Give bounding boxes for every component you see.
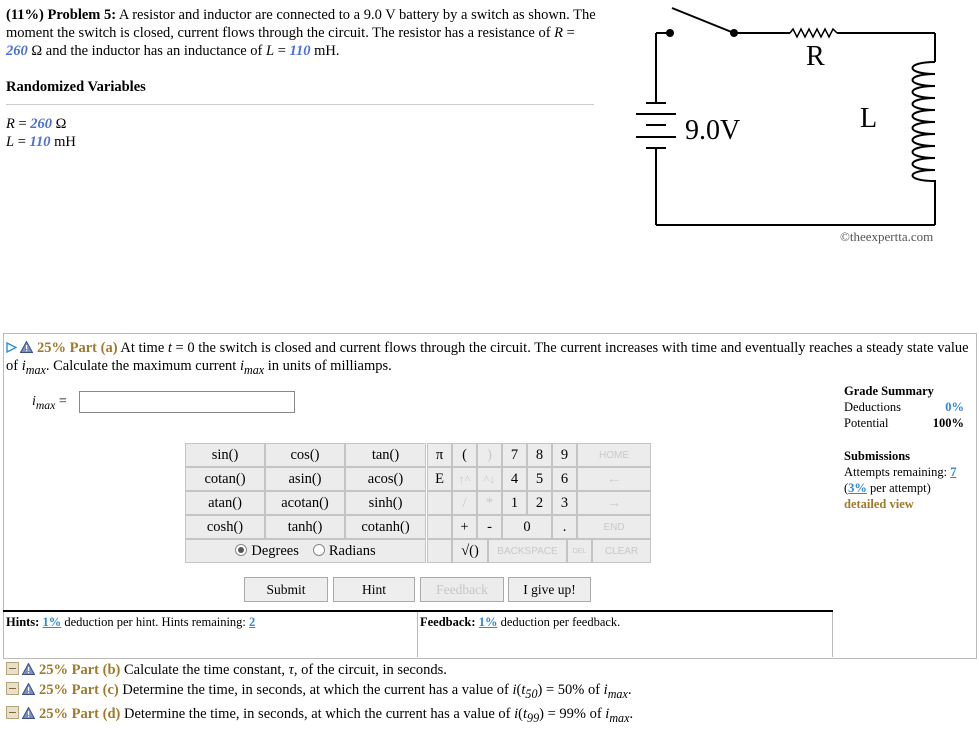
paren: (: [844, 481, 849, 495]
calc-home-button[interactable]: HOME: [577, 443, 651, 467]
part-a-label: 25% Part (a): [37, 340, 118, 356]
calc-plus-button[interactable]: +: [452, 515, 477, 539]
answer-label: [32, 394, 67, 412]
var-tau: τ: [288, 662, 294, 678]
part-d-text: = 99% of: [543, 706, 606, 722]
divider: [3, 610, 833, 612]
inductor-label: L: [860, 103, 878, 134]
switch-contact-left: [666, 29, 674, 37]
var-i: i: [512, 682, 517, 698]
spacer: [844, 431, 964, 448]
R-unit-text: Ω and the inductor has an inductance of: [27, 43, 267, 59]
rv-R: R = 260 Ω: [6, 116, 67, 132]
rv-L: L = 110 mH: [6, 134, 76, 150]
hints-remaining: 2: [249, 615, 256, 629]
calc-tan-button[interactable]: tan(): [345, 443, 426, 467]
play-icon[interactable]: [6, 342, 17, 353]
equals: =: [274, 43, 290, 59]
calc-lparen-button[interactable]: (: [452, 443, 477, 467]
calc-dot-button[interactable]: .: [552, 515, 577, 539]
degrees-radio[interactable]: [235, 544, 247, 556]
radians-radio[interactable]: [313, 544, 325, 556]
hints-pct: 1%: [42, 615, 62, 629]
calc-blank-button: [427, 539, 452, 563]
degrees-label: Degrees: [251, 542, 299, 559]
calc-acotan-button[interactable]: acotan(): [265, 491, 345, 515]
calc-blank-button: [427, 515, 452, 539]
per-attempt-label: per attempt): [866, 481, 931, 495]
battery-label: 9.0V: [685, 115, 741, 146]
R-value: 260: [30, 116, 53, 132]
part-b-text: , of the circuit, in seconds.: [293, 662, 447, 678]
calc-8-button[interactable]: 8: [527, 443, 552, 467]
calc-E-button[interactable]: E: [427, 467, 452, 491]
var-R: R: [554, 25, 564, 41]
calc-9-button[interactable]: 9: [552, 443, 577, 467]
calc-atan-button[interactable]: atan(): [185, 491, 265, 515]
calc-cotanh-button[interactable]: cotanh(): [345, 515, 426, 539]
part-a-text: At time: [117, 340, 168, 356]
degrees-option[interactable]: [235, 543, 299, 560]
equals: =: [563, 25, 575, 41]
calc-minus-button[interactable]: -: [477, 515, 502, 539]
calc-blank-button: [427, 491, 452, 515]
var-L: L: [266, 43, 275, 59]
var-i: i: [603, 682, 608, 698]
feedback-pct: 1%: [478, 615, 498, 629]
give-up-button[interactable]: I give up!: [508, 577, 591, 602]
var-t: t: [167, 340, 172, 356]
calc-4-button[interactable]: 4: [502, 467, 527, 491]
calc-clear-button[interactable]: CLEAR: [592, 539, 651, 563]
sub-50: 50: [525, 686, 538, 701]
part-a-text: = 0 the switch is closed and current flows through the circuit. The current increases with time and eventually reaches a steady state value of: [6, 340, 969, 374]
calc-end-button[interactable]: END: [577, 515, 651, 539]
calc-asin-button[interactable]: asin(): [265, 467, 345, 491]
part-b-row[interactable]: [6, 661, 447, 679]
calc-3-button[interactable]: 3: [552, 491, 577, 515]
calc-left-arrow-button[interactable]: ←: [577, 467, 651, 491]
sub-max: max: [607, 686, 628, 701]
divider: [417, 612, 418, 657]
randomized-variables-title: Randomized Variables: [6, 79, 146, 95]
calc-divide-button[interactable]: /: [452, 491, 477, 515]
calc-pi-button[interactable]: π: [427, 443, 452, 467]
part-c-label: 25% Part (c): [39, 682, 119, 698]
problem-statement: [6, 6, 596, 60]
calc-multiply-button[interactable]: *: [477, 491, 502, 515]
var-R: R: [6, 116, 15, 132]
part-c-row[interactable]: 25% Part (c) Determine the time, in seconds, at which the current has a value of $i(t_{50}) = 50\%$ of $i_{max}$.: [6, 681, 631, 703]
divider: [832, 612, 833, 657]
per-attempt-value: 3%: [848, 481, 867, 495]
warning-icon: [22, 707, 35, 719]
calc-0-button[interactable]: 0: [502, 515, 552, 539]
sub-max: max: [243, 362, 265, 377]
calc-6-button[interactable]: 6: [552, 467, 577, 491]
feedback-info: [420, 615, 620, 630]
part-a-text: in units of milliamps.: [264, 358, 392, 374]
L-unit: mH: [50, 134, 76, 150]
hints-text: deduction per hint. Hints remaining:: [61, 615, 250, 629]
part-d-text: Determine the time, in seconds, at which the current has a value of: [120, 706, 515, 722]
divider: [6, 104, 594, 105]
var-i: i: [514, 706, 519, 722]
collapse-icon[interactable]: [6, 682, 19, 695]
equals: =: [55, 394, 67, 409]
calc-del-button[interactable]: DEL: [567, 539, 592, 563]
warning-icon: [20, 341, 33, 353]
circuit-diagram: [610, 0, 970, 235]
R-value: 260: [6, 43, 28, 59]
copyright: ©theexpertta.com: [840, 229, 934, 244]
resistor-label: R: [806, 41, 825, 72]
calc-sin-button[interactable]: sin(): [185, 443, 265, 467]
feedback-text: deduction per feedback.: [497, 615, 621, 629]
calc-up-button[interactable]: ↑^: [452, 467, 477, 491]
warning-icon: [22, 683, 35, 695]
grade-summary-title: Grade Summary: [844, 384, 934, 398]
attempts-label: Attempts remaining:: [844, 465, 951, 479]
calc-sinh-button[interactable]: sinh(): [345, 491, 426, 515]
var-i: i: [239, 358, 244, 374]
potential-value: 100%: [932, 416, 964, 430]
R-unit: Ω: [52, 116, 67, 132]
sub-max: max: [35, 398, 56, 412]
sub-max: max: [25, 362, 46, 377]
calc-7-button[interactable]: 7: [502, 443, 527, 467]
calc-rparen-button[interactable]: ): [477, 443, 502, 467]
hints-info: [6, 615, 255, 630]
part-d-label: 25% Part (d): [39, 706, 121, 722]
feedback-label: Feedback:: [420, 615, 476, 629]
var-t: t: [521, 682, 526, 698]
angle-mode-row: [185, 539, 426, 563]
calc-backspace-button[interactable]: BACKSPACE: [488, 539, 567, 563]
L-value: 110: [29, 134, 51, 150]
calc-acos-button[interactable]: acos(): [345, 467, 426, 491]
sub-max: max: [609, 710, 630, 725]
calc-right-arrow-button[interactable]: →: [577, 491, 651, 515]
var-i: i: [32, 394, 36, 409]
deductions-row: [844, 399, 964, 415]
hints-label: Hints:: [6, 615, 40, 629]
switch-lever: [672, 8, 734, 33]
part-c-text: = 50% of: [542, 682, 604, 698]
var-t: t: [523, 706, 528, 722]
potential-label: Potential: [844, 416, 889, 430]
var-i: i: [605, 706, 610, 722]
problem-weight: (11%): [6, 7, 44, 23]
attempts-value: 7: [950, 465, 957, 479]
part-c-text: Determine the time, in seconds, at which the current has a value of: [118, 682, 513, 698]
feedback-button[interactable]: Feedback: [420, 577, 504, 602]
part-b-label: 25% Part (b): [39, 662, 121, 678]
problem-number: Problem 5:: [47, 7, 117, 23]
calc-sqrt-button[interactable]: √(): [452, 539, 488, 563]
hint-button[interactable]: Hint: [333, 577, 415, 602]
part-b-text: Calculate the time constant,: [120, 662, 289, 678]
deductions-value: 0%: [945, 400, 964, 414]
part-d-row[interactable]: 25% Part (d) Determine the time, in seconds, at which the current has a value of $i(t_{99}) = 99\%$ of $i_{max}$.: [6, 705, 633, 727]
per-attempt-row: [844, 480, 964, 496]
detailed-view-link[interactable]: detailed view: [844, 497, 914, 511]
calc-cos-button[interactable]: cos(): [265, 443, 345, 467]
warning-icon: [22, 663, 35, 675]
potential-row: [844, 415, 964, 431]
attempts-row: [844, 464, 964, 480]
problem-text: A resistor and inductor are connected to a 9.0 V battery by a switch as shown. The moment the switch is closed, current flows through the circuit. The resistor has a resistance of: [6, 7, 596, 41]
submit-button[interactable]: Submit: [244, 577, 328, 602]
calc-down-button[interactable]: ^↓: [477, 467, 502, 491]
calc-cosh-button[interactable]: cosh(): [185, 515, 265, 539]
radians-label: Radians: [328, 542, 376, 559]
part-a-header: [6, 339, 970, 379]
var-L: L: [6, 134, 15, 150]
grade-summary: [844, 383, 964, 512]
calc-1-button[interactable]: 1: [502, 491, 527, 515]
randomized-variables-list: [6, 115, 76, 151]
submissions-title: Submissions: [844, 449, 911, 463]
L-value: 110: [289, 43, 311, 59]
L-unit-text: mH.: [310, 43, 340, 59]
sub-99: 99: [527, 710, 540, 725]
calc-cotan-button[interactable]: cotan(): [185, 467, 265, 491]
deductions-label: Deductions: [844, 400, 901, 414]
calculator: [185, 443, 651, 563]
inductor: [913, 62, 936, 181]
part-a-text: . Calculate the maximum current: [45, 358, 240, 374]
calc-2-button[interactable]: 2: [527, 491, 552, 515]
calc-tanh-button[interactable]: tanh(): [265, 515, 345, 539]
resistor: [790, 29, 837, 37]
answer-input[interactable]: [79, 391, 295, 413]
switch-contact-right: [730, 29, 738, 37]
radians-option[interactable]: [313, 543, 376, 560]
collapse-icon[interactable]: [6, 706, 19, 719]
var-i: i: [21, 358, 26, 374]
calc-5-button[interactable]: 5: [527, 467, 552, 491]
collapse-icon[interactable]: [6, 662, 19, 675]
